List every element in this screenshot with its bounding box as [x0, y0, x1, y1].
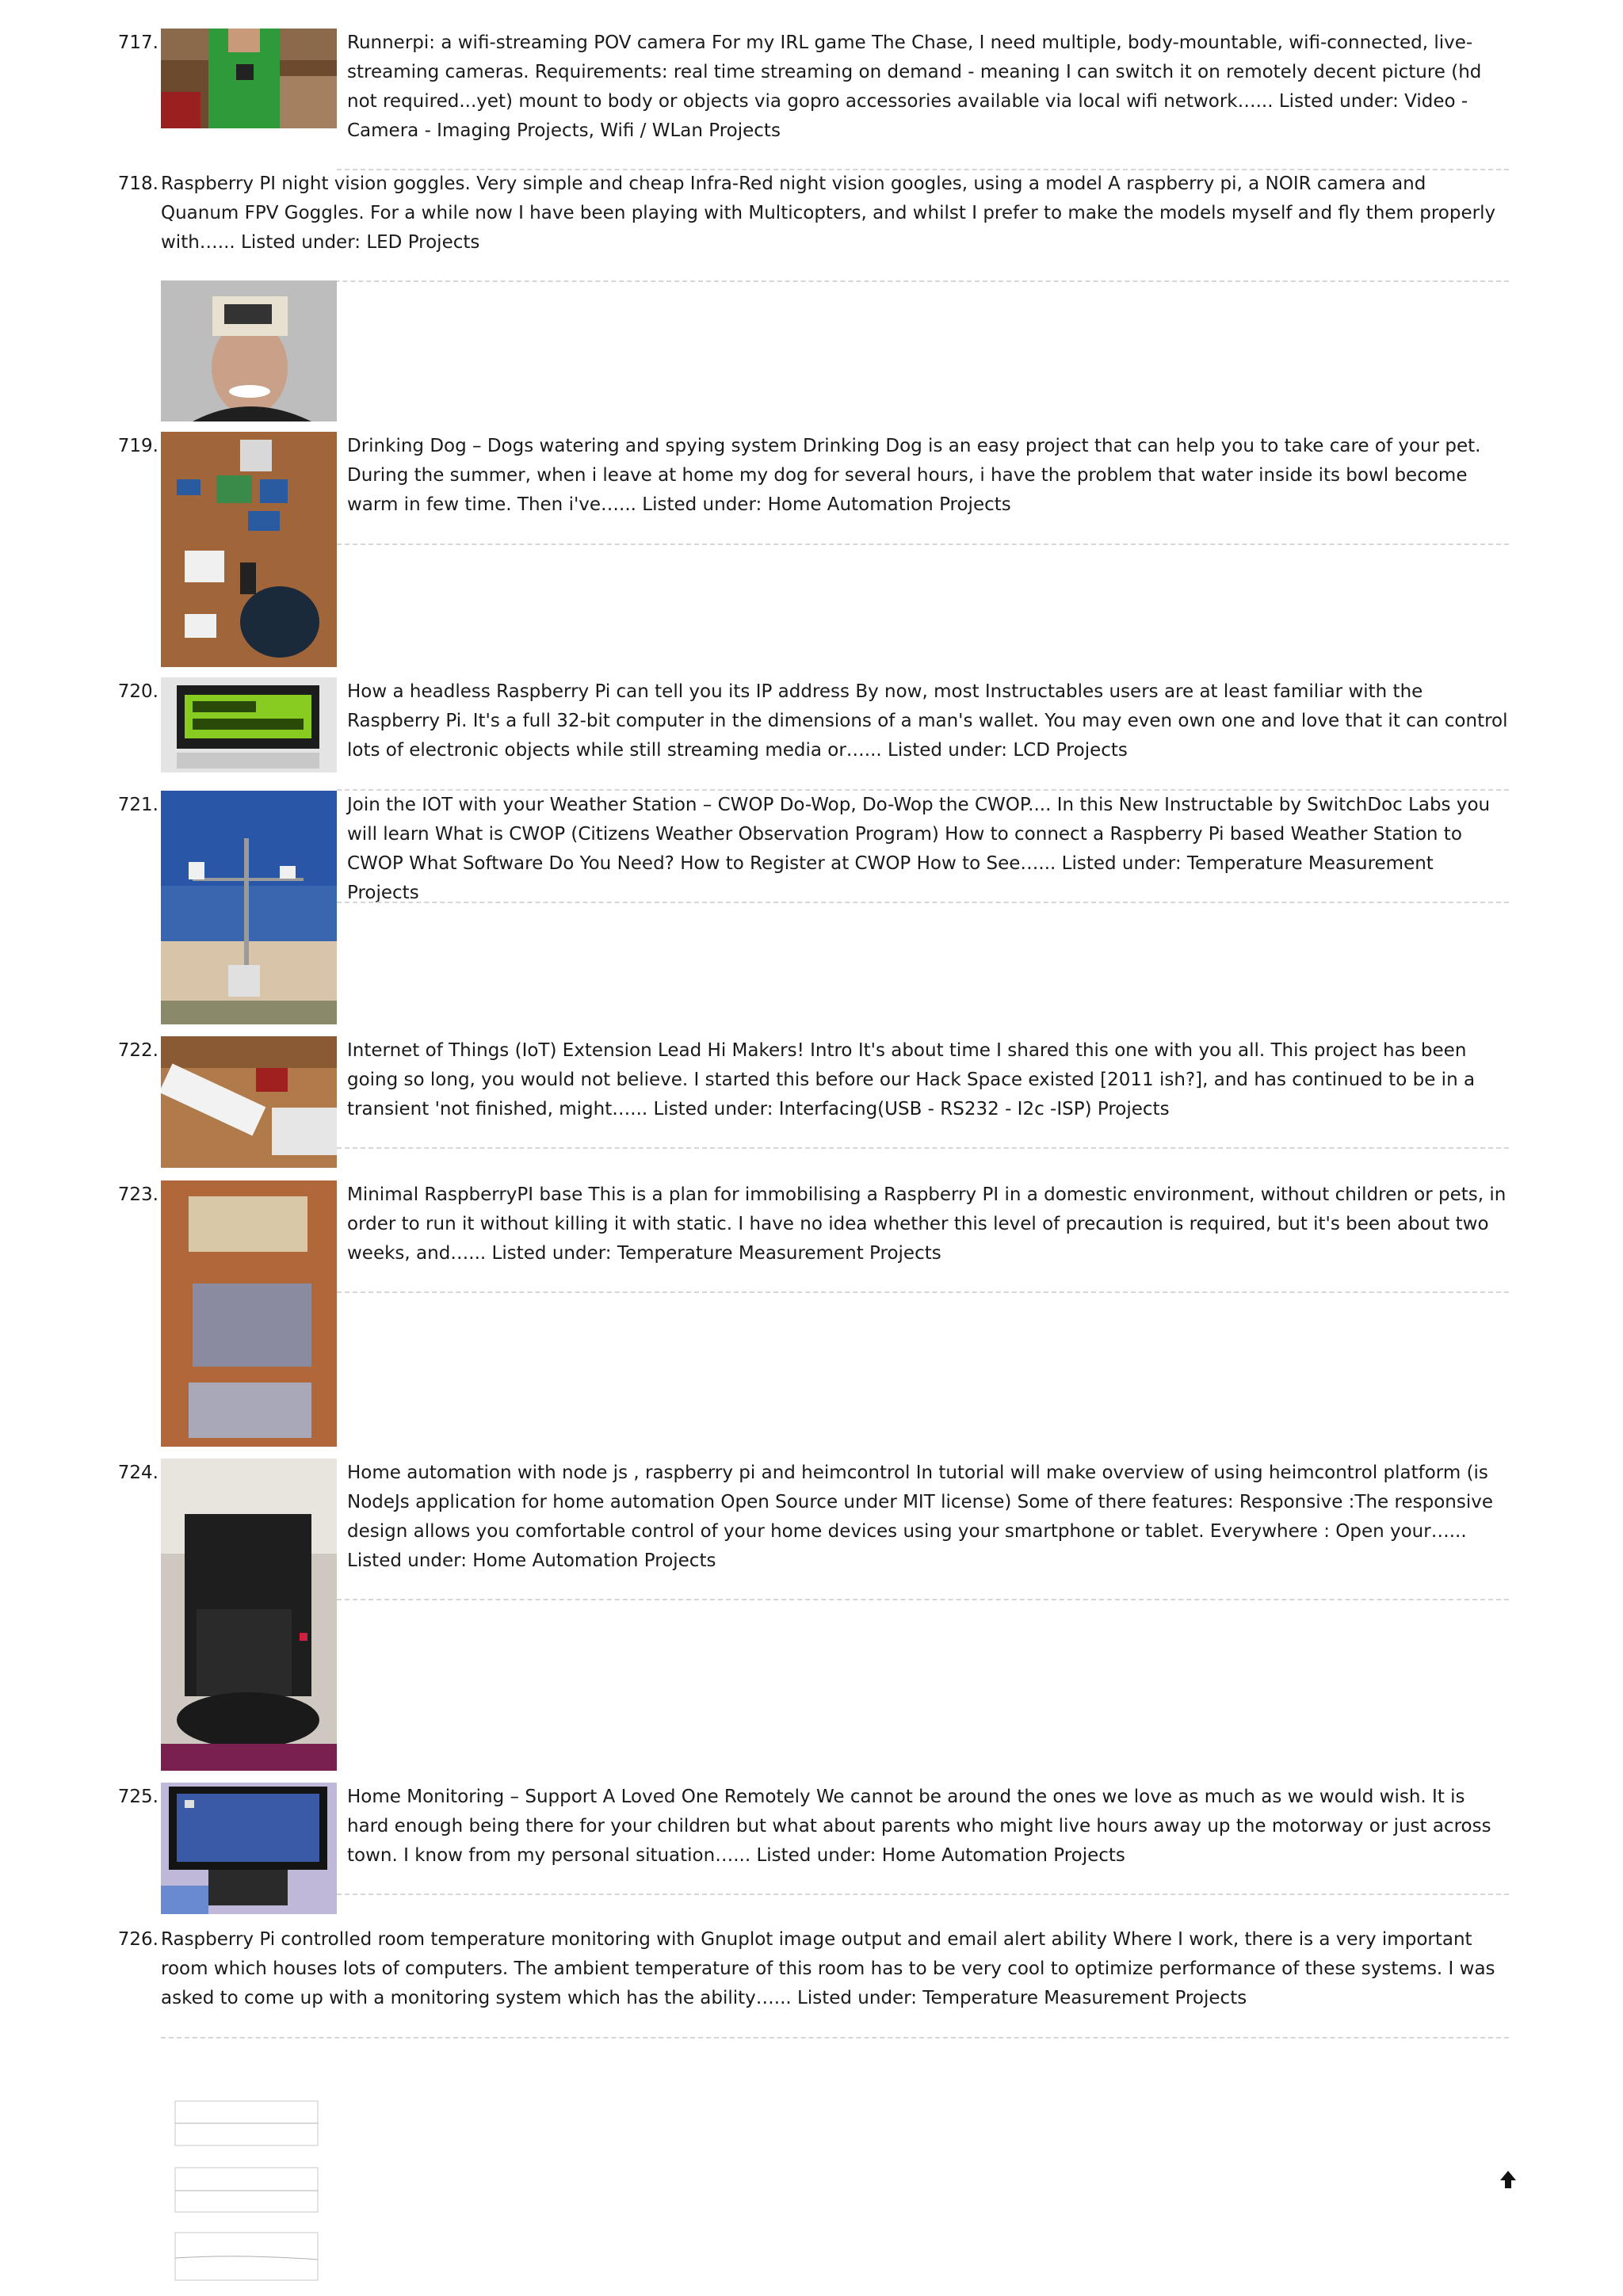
item-number: 720. — [117, 681, 158, 702]
item-description: Home automation with node js , raspberry pi and heimcontrol In tutorial will make overview of using heimcontrol platform (is NodeJs application for home automation Open Source under MIT license) Some of there features: Responsive :The responsive design allows you comfortable control of your home devices using your smartphone or tablet. Everywhere : Open your…... Listed under: Home Automation Projects — [347, 1463, 1493, 1571]
project-thumbnail[interactable] — [161, 432, 337, 667]
project-thumbnail[interactable] — [161, 280, 337, 421]
item-divider — [337, 1599, 1509, 1600]
item-number: 718. — [117, 174, 158, 194]
item-number: 725. — [117, 1787, 158, 1807]
project-thumbnail[interactable] — [161, 791, 337, 1024]
scroll-to-top-button[interactable] — [1496, 2168, 1520, 2191]
item-number: 726. — [117, 1929, 158, 1950]
item-divider — [337, 543, 1509, 545]
arrow-up-icon — [1499, 2170, 1517, 2189]
item-number: 721. — [117, 795, 158, 815]
project-thumbnail[interactable] — [161, 1180, 337, 1447]
project-thumbnail[interactable] — [161, 1036, 337, 1168]
item-number: 719. — [117, 436, 158, 456]
item-number: 724. — [117, 1463, 158, 1483]
project-thumbnail[interactable] — [161, 1783, 337, 1914]
item-description: Home Monitoring – Support A Loved One Remotely We cannot be around the ones we love as much as we would wish. It is hard enough being there for your children but what about parents who might live hours away up the motorway or just across town. I know from my personal situation…... Listed under: Home Automation Projects — [347, 1787, 1491, 1866]
item-description: Runnerpi: a wifi-streaming POV camera For my IRL game The Chase, I need multiple, body-mountable, wifi-connected, live-streaming cameras. Requirements: real time streaming on demand - meaning I can switch it on remotely decent picture (hd not required...yet) mount to body or objects via gopro accessories available via local wifi network…... Listed under: Video - Camera - Imaging Projects, Wifi / WLan Projects — [347, 32, 1482, 141]
item-description: Drinking Dog – Dogs watering and spying system Drinking Dog is an easy project that can help you to take care of your pet. During the summer, when i leave at home my dog for several hours, i have the problem that water inside its bowl become warm in few time. Then i've…... Listed under: Home Automation Projects — [347, 436, 1481, 515]
item-description: Join the IOT with your Weather Station – CWOP Do-Wop, Do-Wop the CWOP.... In this New Instructable by SwitchDoc Labs you will learn What is CWOP (Citizens Weather Observation Program) How to connect a Raspberry Pi based Weather Station to CWOP What Software Do You Need? How to Register at CWOP How to See…... Listed under: Temperature Measurement Projects — [347, 795, 1491, 903]
project-thumbnail[interactable] — [161, 29, 337, 128]
item-divider — [161, 280, 1509, 282]
project-thumbnail[interactable] — [161, 677, 337, 772]
project-thumbnail[interactable] — [161, 2092, 337, 2296]
item-number: 722. — [117, 1040, 158, 1061]
item-description: Raspberry PI night vision goggles. Very simple and cheap Infra-Red night vision googles, using a model A raspberry pi, a NOIR camera and Quanum FPV Goggles. For a while now I have been playing with Multicopters, and whilst I prefer to make the models myself and fly them properly with…... Listed under: LED Projects — [161, 174, 1496, 253]
item-divider — [337, 1291, 1509, 1293]
item-number: 723. — [117, 1184, 158, 1205]
item-divider — [161, 2037, 1509, 2039]
item-description: Raspberry Pi controlled room temperature monitoring with Gnuplot image output and email alert ability Where I work, there is a very important room which houses lots of computers. The ambient temperature of this room has to be very cool to optimize performance of these systems. I was asked to come up with a monitoring system which has the ability…... Listed under: Temperature Measurement Projects — [161, 1929, 1495, 2008]
item-description: How a headless Raspberry Pi can tell you its IP address By now, most Instructables users are at least familiar with the Raspberry Pi. It's a full 32-bit computer in the dimensions of a man's wallet. You may even own one and love that it can control lots of electronic objects while still streaming media or…... Listed under: LCD Projects — [347, 681, 1508, 761]
project-thumbnail[interactable] — [161, 1459, 337, 1771]
item-description: Internet of Things (IoT) Extension Lead Hi Makers! Intro It's about time I shared this one with you all. This project has been going so long, you would not believe. I started this before our Hack Space existed [2011 ish?], and has continued to be in a transient 'not finished, might…... Listed under: Interfacing(USB - RS232 - I2c -ISP) Projects — [347, 1040, 1476, 1119]
item-description: Minimal RaspberryPI base This is a plan for immobilising a Raspberry PI in a domestic environment, without children or pets, in order to run it without killing it with static. I have no idea whether this level of precaution is required, but it's been about two weeks, and…... Listed under: Temperature Measurement Projects — [347, 1184, 1507, 1264]
item-number: 717. — [117, 32, 158, 53]
item-divider — [337, 902, 1509, 903]
item-divider — [337, 1147, 1509, 1149]
item-divider — [337, 1894, 1509, 1895]
